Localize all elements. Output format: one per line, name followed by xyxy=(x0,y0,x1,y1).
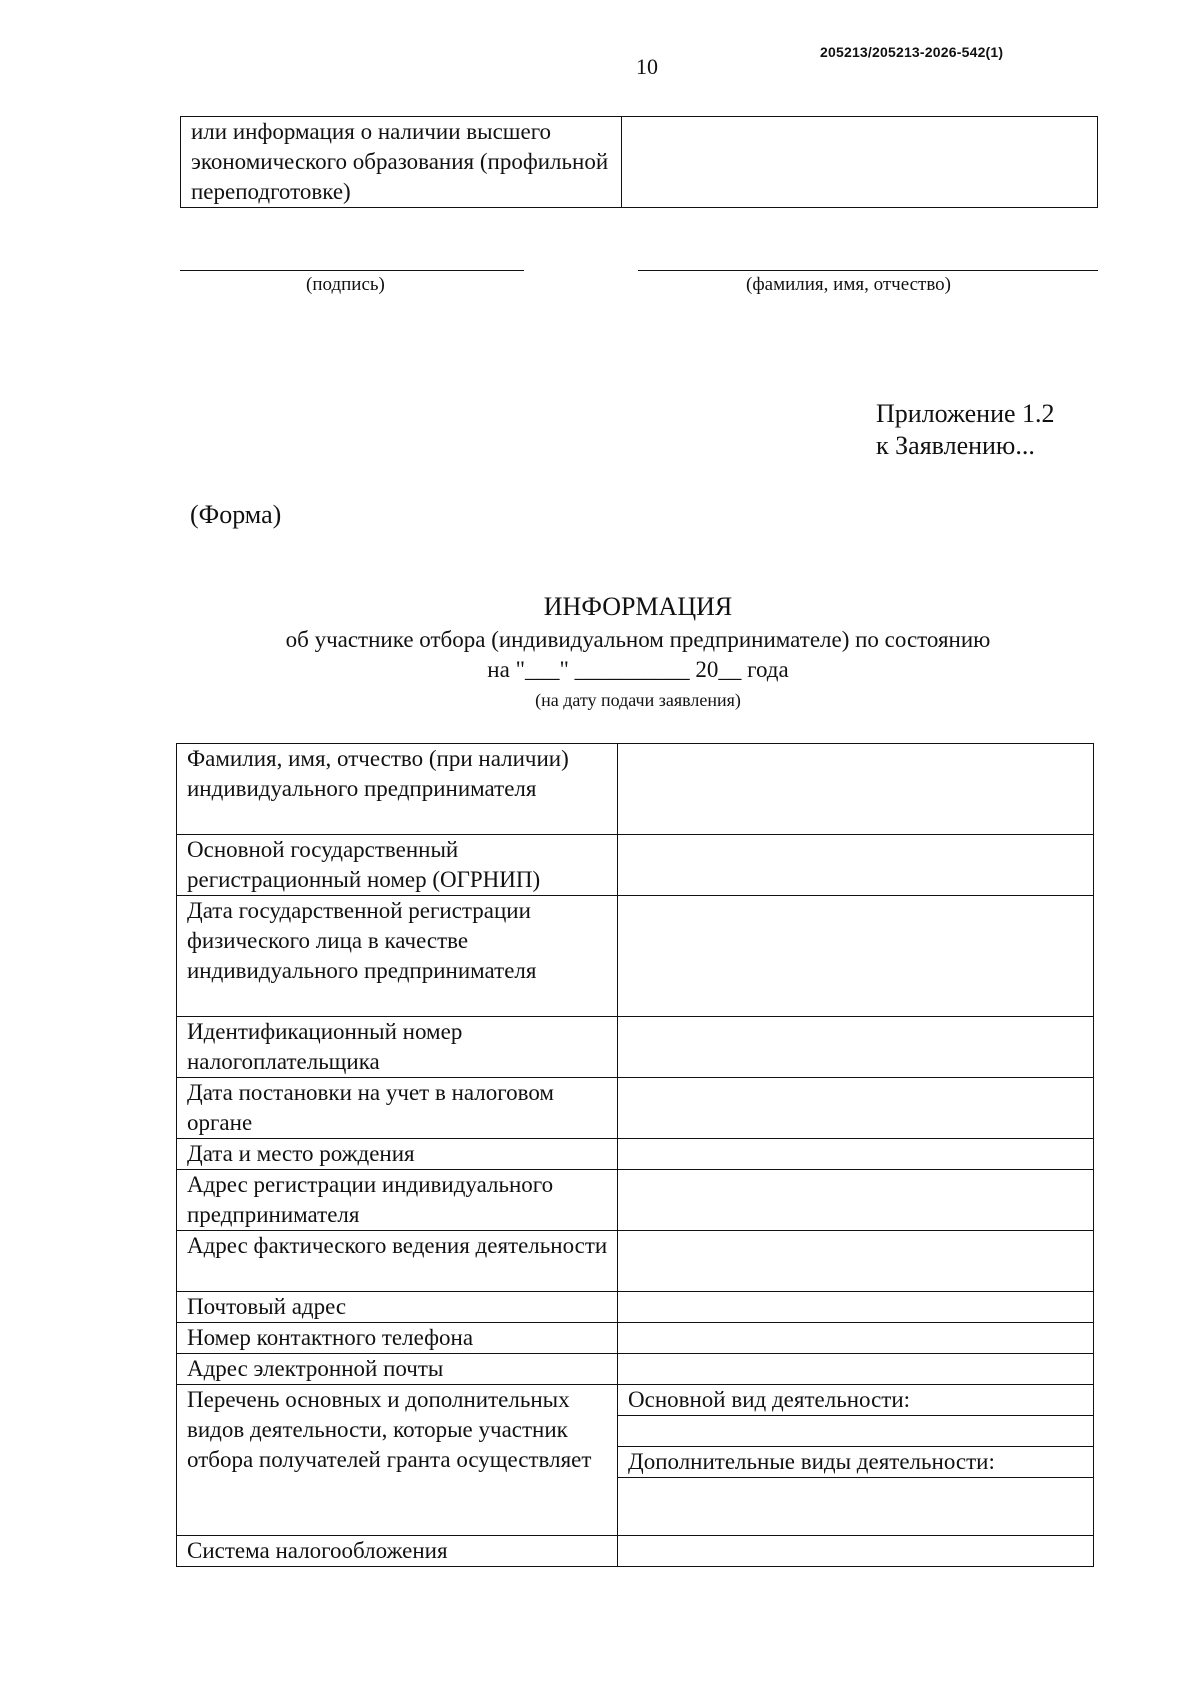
form-label: (Форма) xyxy=(190,500,282,529)
row-label-activities: Перечень основных и дополнительных видов деятельности, которые участник отбора получателей гранта осуществляет xyxy=(177,1385,618,1536)
row-value-tax-system[interactable] xyxy=(618,1536,1094,1567)
table-row xyxy=(177,1354,1094,1385)
table-row xyxy=(177,1078,1094,1139)
row-value-activities xyxy=(618,1385,1094,1536)
signature-label: (подпись) xyxy=(306,274,385,295)
row-label-birth: Дата и место рождения xyxy=(177,1139,618,1170)
row-label-tax-registration-date: Дата постановки на учет в налоговом органе xyxy=(177,1078,618,1139)
row-value-registration-address[interactable] xyxy=(618,1170,1094,1231)
row-value-birth[interactable] xyxy=(618,1139,1094,1170)
table-row xyxy=(177,1292,1094,1323)
row-label-ogrnip: Основной государственный регистрационный номер (ОГРНИП) xyxy=(177,835,618,896)
table-row xyxy=(177,835,1094,896)
page-number: 10 xyxy=(636,54,658,79)
row-value-ogrnip[interactable] xyxy=(618,835,1094,896)
row-value-registration-date[interactable] xyxy=(618,896,1094,1017)
additional-activities-input[interactable] xyxy=(618,1478,1093,1536)
row-label-phone: Номер контактного телефона xyxy=(177,1323,618,1354)
table-row xyxy=(177,1017,1094,1078)
continuation-table xyxy=(180,116,1098,208)
row-label-email: Адрес электронной почты xyxy=(177,1354,618,1385)
table-row xyxy=(177,1385,1094,1536)
table-row xyxy=(177,744,1094,835)
row-label-inn: Идентификационный номер налогоплательщика xyxy=(177,1017,618,1078)
row-value-phone[interactable] xyxy=(618,1323,1094,1354)
table-row xyxy=(177,1139,1094,1170)
row-label-tax-system: Система налогообложения xyxy=(177,1536,618,1567)
table-cell-value[interactable] xyxy=(622,117,1098,208)
additional-activities-label: Дополнительные виды деятельности: xyxy=(618,1447,1093,1478)
row-value-tax-registration-date[interactable] xyxy=(618,1078,1094,1139)
document-code: 205213/205213-2026-542(1) xyxy=(820,44,1004,60)
row-label-registration-address: Адрес регистрации индивидуального предпринимателя xyxy=(177,1170,618,1231)
row-value-postal-address[interactable] xyxy=(618,1292,1094,1323)
appendix-label xyxy=(876,398,1055,462)
table-row xyxy=(177,1170,1094,1231)
name-label: (фамилия, имя, отчество) xyxy=(746,274,952,295)
table-row xyxy=(177,1231,1094,1292)
main-activity-input[interactable] xyxy=(618,1416,1093,1447)
date-note: (на дату подачи заявления) xyxy=(535,690,741,710)
row-value-inn[interactable] xyxy=(618,1017,1094,1078)
main-activity-label: Основной вид деятельности: xyxy=(618,1385,1093,1416)
row-value-full-name[interactable] xyxy=(618,744,1094,835)
row-value-email[interactable] xyxy=(618,1354,1094,1385)
table-cell-label: или информация о наличии высшего экономического образования (профильной переподготовке) xyxy=(181,117,622,208)
info-table xyxy=(176,743,1094,1567)
date-line: на "___" __________ 20__ года xyxy=(487,657,789,682)
table-row xyxy=(177,896,1094,1017)
document-title: ИНФОРМАЦИЯ xyxy=(543,592,733,621)
row-label-full-name: Фамилия, имя, отчество (при наличии) индивидуального предпринимателя xyxy=(177,744,618,835)
appendix-line-2: к Заявлению... xyxy=(876,431,1035,460)
appendix-line-1: Приложение 1.2 xyxy=(876,399,1055,428)
table-row xyxy=(181,117,1098,208)
row-label-activity-address: Адрес фактического ведения деятельности xyxy=(177,1231,618,1292)
table-row xyxy=(177,1536,1094,1567)
table-row xyxy=(177,1323,1094,1354)
row-value-activity-address[interactable] xyxy=(618,1231,1094,1292)
row-label-registration-date: Дата государственной регистрации физического лица в качестве индивидуального предпринимателя xyxy=(177,896,618,1017)
document-subtitle: об участнике отбора (индивидуальном предпринимателе) по состоянию xyxy=(285,627,991,652)
name-line xyxy=(638,270,1098,271)
signature-line xyxy=(180,270,524,271)
row-label-postal-address: Почтовый адрес xyxy=(177,1292,618,1323)
activities-subtable xyxy=(618,1385,1093,1535)
